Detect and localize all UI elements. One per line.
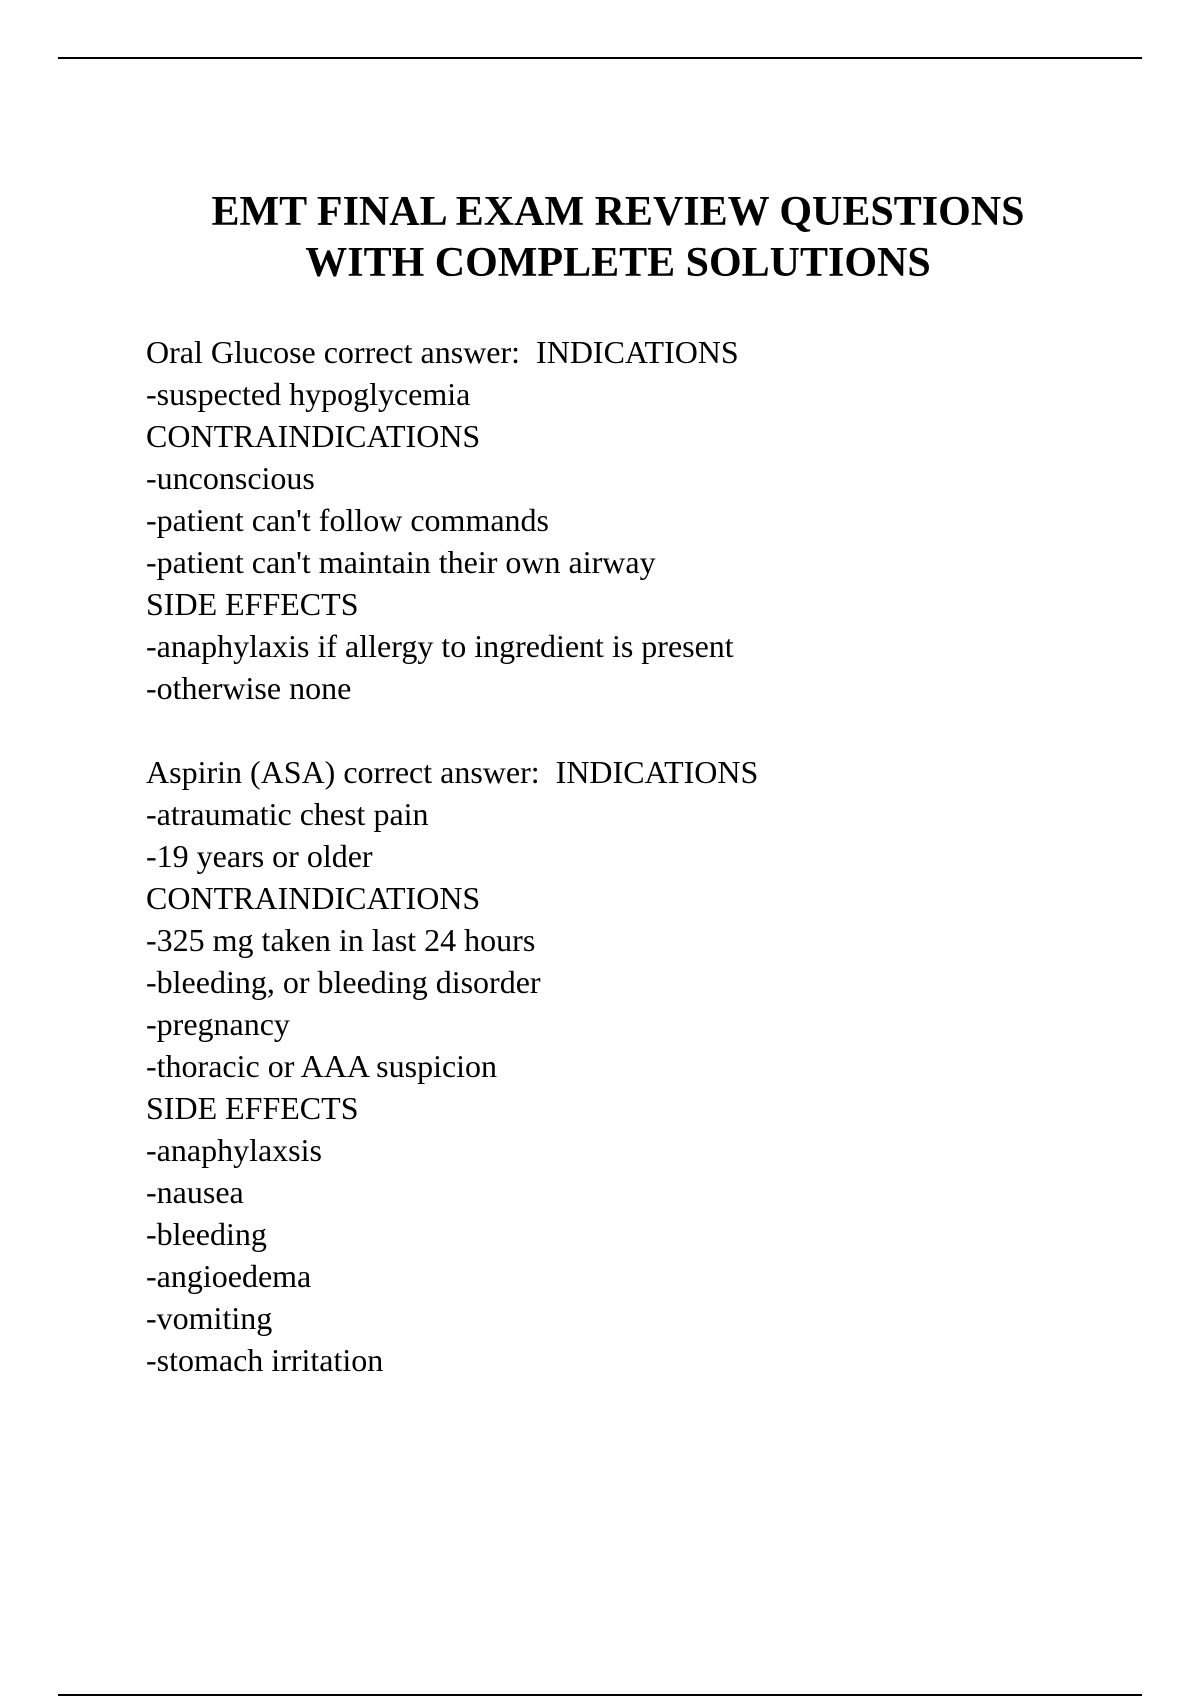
entry-line: -otherwise none (146, 670, 352, 706)
title-line-1: EMT FINAL EXAM REVIEW QUESTIONS (211, 189, 1025, 235)
entry-heading: Aspirin (ASA) correct answer: INDICATIONS (146, 754, 759, 790)
entry-line: -stomach irritation (146, 1342, 384, 1378)
bottom-rule (58, 1694, 1142, 1696)
entry-line: -anaphylaxsis (146, 1132, 322, 1168)
section-label: CONTRAINDICATIONS (146, 880, 481, 916)
entry-line: -325 mg taken in last 24 hours (146, 922, 536, 958)
entry-line: -nausea (146, 1174, 244, 1210)
entry-line: -patient can't follow commands (146, 502, 549, 538)
entry-line: -unconscious (146, 460, 315, 496)
top-rule (58, 57, 1142, 59)
section-label: SIDE EFFECTS (146, 586, 359, 622)
section-label: SIDE EFFECTS (146, 1090, 359, 1126)
entry-line: -thoracic or AAA suspicion (146, 1048, 498, 1084)
entry-line: -angioedema (146, 1258, 312, 1294)
entry-line: -pregnancy (146, 1006, 290, 1042)
section-label: CONTRAINDICATIONS (146, 418, 481, 454)
entry-aspirin (146, 751, 1146, 1381)
entry-line: -patient can't maintain their own airway (146, 544, 656, 580)
entry-oral-glucose (146, 331, 1146, 709)
entry-line: -anaphylaxis if allergy to ingredient is present (146, 628, 734, 664)
document-body (146, 331, 1146, 1381)
entry-line: -19 years or older (146, 838, 373, 874)
entry-line: -vomiting (146, 1300, 273, 1336)
entry-line: -bleeding, or bleeding disorder (146, 964, 541, 1000)
title-line-2: WITH COMPLETE SOLUTIONS (305, 240, 931, 286)
entry-heading: Oral Glucose correct answer: INDICATIONS (146, 334, 739, 370)
entry-line: -atraumatic chest pain (146, 796, 429, 832)
entry-line: -bleeding (146, 1216, 267, 1252)
document-title (0, 187, 1200, 289)
entry-line: -suspected hypoglycemia (146, 376, 471, 412)
